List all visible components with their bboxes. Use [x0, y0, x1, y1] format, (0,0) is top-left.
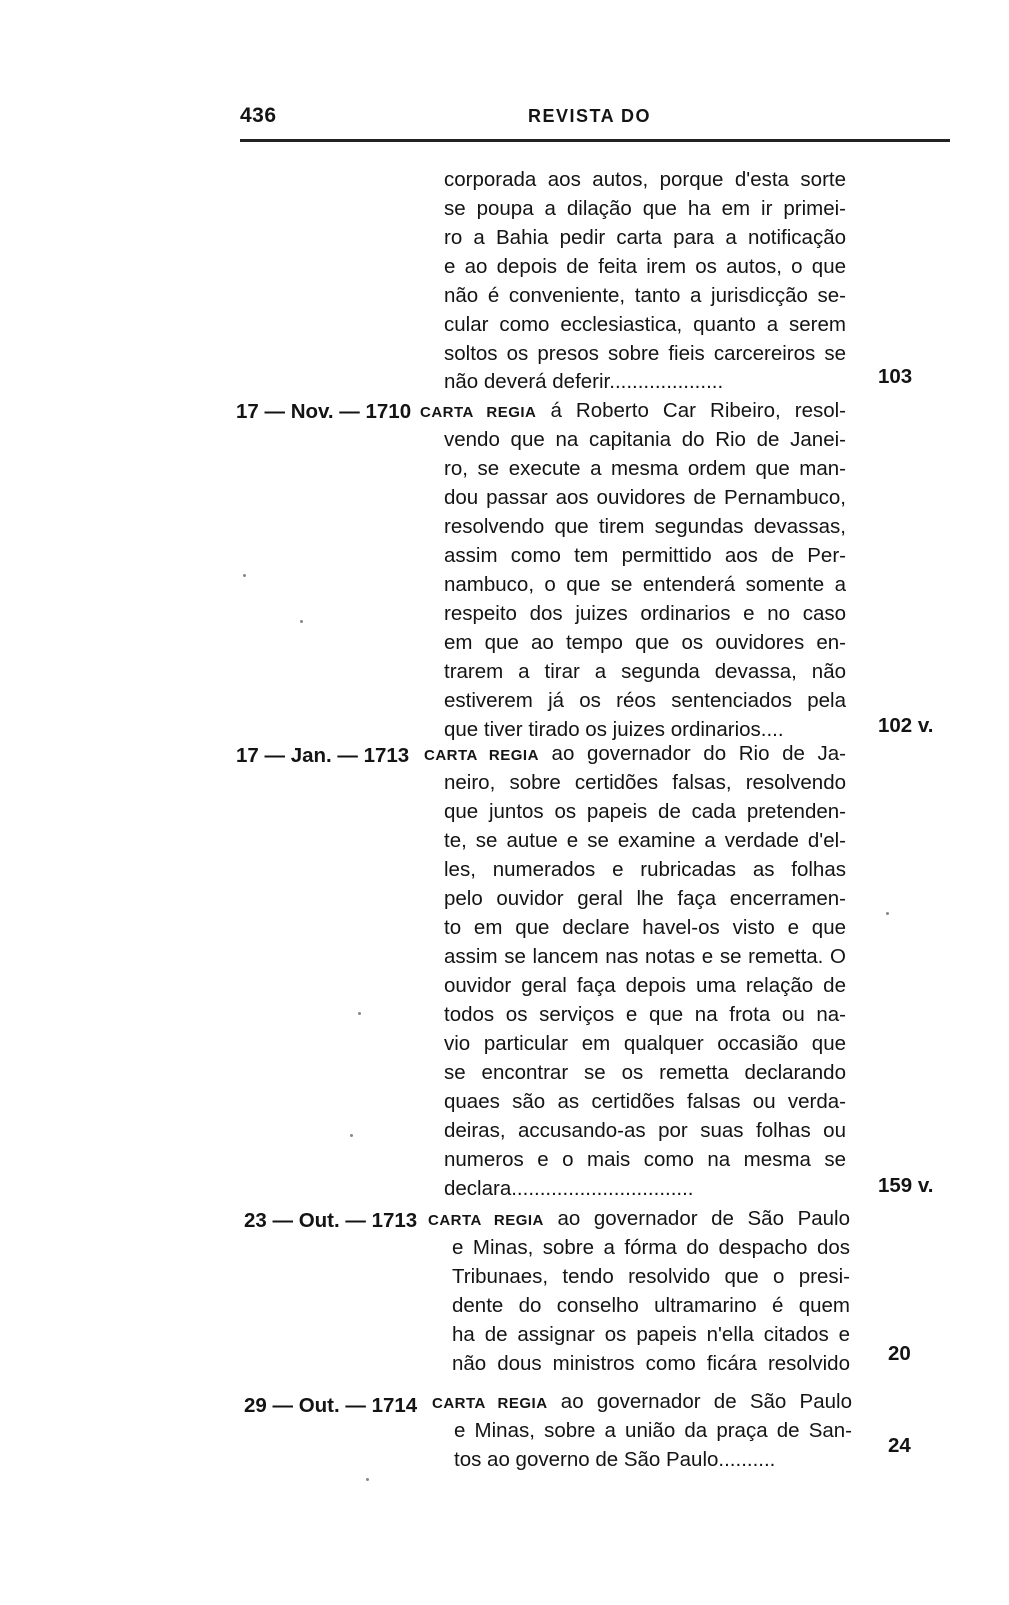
scan-speck — [366, 1478, 369, 1481]
text-line: trarem a tirar a segunda devassa, não — [444, 660, 846, 683]
scan-speck — [300, 620, 303, 623]
page-header — [240, 104, 950, 134]
page-number: 436 — [240, 104, 277, 127]
text-line: corporada aos autos, porque d'esta sorte — [444, 168, 846, 191]
text-line: cular como ecclesiastica, quanto a serem — [444, 313, 846, 336]
text-line: dou passar aos ouvidores de Pernambuco, — [444, 486, 846, 509]
text-line: estiverem já os réos sentenciados pela — [444, 689, 846, 712]
text-line: se encontrar se os remetta declarando — [444, 1061, 846, 1084]
text-line: e ao depois de feita irem os autos, o que — [444, 255, 846, 278]
text-line: vio particular em qualquer occasião que — [444, 1032, 846, 1055]
text-line: Tribunaes, tendo resolvido que o presi- — [452, 1265, 850, 1288]
folio-reference: 103 — [878, 365, 913, 388]
text-line: resolvendo que tirem segundas devassas, — [444, 515, 846, 538]
entry-date: 17 — Jan. — 1713 — [236, 744, 410, 767]
scan-speck — [243, 574, 246, 577]
text-line-content: ao governador de São Paulo — [560, 1390, 852, 1413]
text-line: declara................................ — [444, 1177, 694, 1200]
text-line: e Minas, sobre a união da praça de San- — [454, 1419, 852, 1442]
text-line — [420, 397, 846, 425]
text-line: não é conveniente, tanto a jurisdicção se- — [444, 284, 846, 307]
carta-regia-label: CARTA REGIA — [424, 747, 539, 764]
folio-reference: 24 — [888, 1434, 911, 1457]
text-line-content: ao governador de São Paulo — [557, 1207, 850, 1230]
carta-regia-label: CARTA REGIA — [420, 404, 537, 421]
text-line: soltos os presos sobre fieis carcereiros se — [444, 342, 846, 365]
text-line: nambuco, o que se entenderá somente a — [444, 573, 846, 596]
text-line: neiro, sobre certidões falsas, resolvendo — [444, 771, 846, 794]
scan-speck — [350, 1134, 353, 1137]
text-line: em que ao tempo que os ouvidores en- — [444, 631, 846, 654]
text-line: que tiver tirado os juizes ordinarios.... — [444, 718, 784, 741]
text-line: ro, se execute a mesma ordem que man- — [444, 457, 846, 480]
entry-date: 23 — Out. — 1713 — [244, 1209, 418, 1232]
scan-speck — [358, 1012, 361, 1015]
text-line: assim como tem permittido aos de Per- — [444, 544, 846, 567]
text-line: respeito dos juizes ordinarios e no caso — [444, 602, 846, 625]
text-line: dente do conselho ultramarino é quem — [452, 1294, 850, 1317]
text-line: pelo ouvidor geral lhe faça encerramen- — [444, 887, 846, 910]
text-line: te, se autue e se examine a verdade d'el- — [444, 829, 846, 852]
text-line — [424, 740, 846, 768]
text-line: ro a Bahia pedir carta para a notificação — [444, 226, 846, 249]
text-line-content: ao governador do Rio de Ja- — [551, 742, 846, 765]
running-head: REVISTA DO — [528, 106, 652, 126]
text-line: não deverá deferir.................... — [444, 370, 724, 393]
carta-regia-label: CARTA REGIA — [428, 1212, 544, 1229]
text-line: não dous ministros como ficára resolvido — [452, 1352, 850, 1375]
text-line: quaes são as certidões falsas ou verda- — [444, 1090, 846, 1113]
text-line: les, numerados e rubricadas as folhas — [444, 858, 846, 881]
text-line: numeros e o mais como na mesma se — [444, 1148, 846, 1171]
carta-regia-label: CARTA REGIA — [432, 1395, 548, 1412]
text-line-content: á Roberto Car Ribeiro, resol- — [550, 399, 846, 422]
text-line — [432, 1388, 852, 1416]
text-line: assim se lancem nas notas e se remetta. O — [444, 945, 846, 968]
text-line: ouvidor geral faça depois uma relação de — [444, 974, 846, 997]
entry-date: 17 — Nov. — 1710 — [236, 400, 412, 423]
folio-reference: 159 v. — [878, 1174, 934, 1197]
text-line: e Minas, sobre a fórma do despacho dos — [452, 1236, 850, 1259]
text-line: todos os serviços e que na frota ou na- — [444, 1003, 846, 1026]
folio-reference: 20 — [888, 1342, 911, 1365]
text-line: tos ao governo de São Paulo.......... — [454, 1448, 776, 1471]
text-line: deiras, accusando-as por suas folhas ou — [444, 1119, 846, 1142]
text-line: ha de assignar os papeis n'ella citados e — [452, 1323, 850, 1346]
scan-speck — [886, 912, 889, 915]
header-rule — [240, 139, 950, 142]
text-line — [428, 1205, 850, 1233]
entry-date: 29 — Out. — 1714 — [244, 1394, 418, 1417]
folio-reference: 102 v. — [878, 714, 934, 737]
text-line: to em que declare havel-os visto e que — [444, 916, 846, 939]
text-line: vendo que na capitania do Rio de Janei- — [444, 428, 846, 451]
text-line: que juntos os papeis de cada pretenden- — [444, 800, 846, 823]
text-line: se poupa a dilação que ha em ir primei- — [444, 197, 846, 220]
